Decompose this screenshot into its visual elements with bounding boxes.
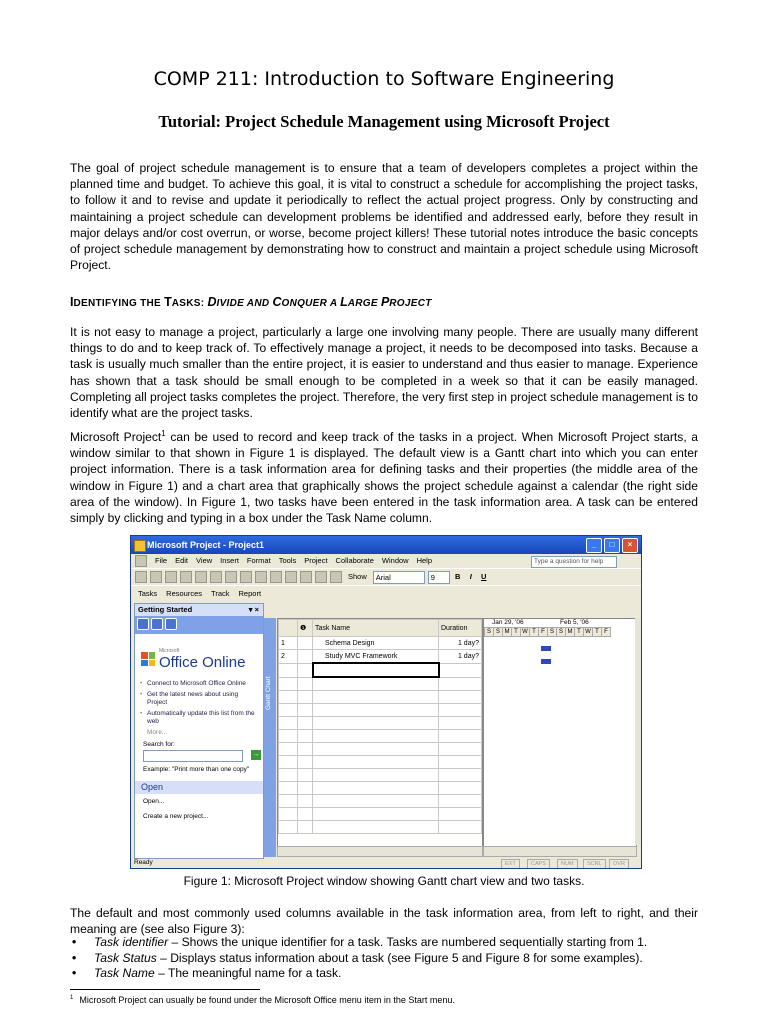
status-indicator: SCRL [583, 859, 606, 869]
search-input[interactable] [143, 750, 243, 762]
status-indicator: CAPS [527, 859, 550, 869]
table-row[interactable] [279, 769, 482, 782]
pane-close-icon[interactable]: ▾ × [248, 605, 259, 614]
copy-icon[interactable] [240, 571, 252, 583]
guide-resources[interactable]: Resources [166, 589, 203, 598]
msproject-paragraph: Microsoft Project$^1$ can be used to record and keep track of the tasks in a project. When Microsoft Project starts, a window similar to that shown in Figure 1 is displayed. The default view is a Gantt chart into which you can enter project information. There is a task information area for defining tasks and their properties (the middle area of the window in Figure 1) and a chart area that graphically shows the project schedule against a calendar (the right side area of the window). In Figure 1, two tasks have been entered in the task information area. A task can be entered simply by clicking and typing in a box under the Task Name column. [70, 428, 698, 526]
new-icon[interactable] [135, 571, 147, 583]
task-table [277, 618, 483, 847]
task-name[interactable]: Schema Design [313, 637, 439, 650]
gantt-chart-area [483, 618, 637, 847]
font-size-select[interactable]: 9 [428, 571, 450, 584]
menu-edit[interactable]: Edit [175, 556, 189, 565]
guide-track[interactable]: Track [211, 589, 230, 598]
menu-bar [131, 554, 641, 568]
status-indicator: EXT [501, 859, 520, 869]
project-app-icon [134, 540, 146, 552]
intro-paragraph: The goal of project schedule management is to ensure that a team of developers completes a project within the planned time and budget. To achieve this goal, it is vital to construct a schedule for accomplishing the project tasks, to follow it and to revise and update it periodically to reflect the actual project progress. Only by constructing and maintaining a project schedule can development problems be identified and addressed early, before they result in major delays and/or cost overrun, or worse, become project killers! These tutorial notes introduce the basic concepts of project schedule management by demonstrating how to construct and maintain a project schedule using Microsoft Project. [70, 161, 698, 273]
table-row[interactable] [279, 821, 482, 834]
menu-insert[interactable]: Insert [220, 556, 239, 565]
task-id: 1 [279, 637, 298, 650]
document-subtitle: Tutorial: Project Schedule Management using Microsoft Project [158, 112, 610, 131]
table-row[interactable] [279, 782, 482, 795]
pane-header: Getting Started ▾ × [135, 604, 263, 616]
table-row[interactable] [279, 730, 482, 743]
table-row[interactable] [279, 704, 482, 717]
unlink-icon[interactable] [300, 571, 312, 583]
underline-button[interactable]: U [481, 572, 487, 581]
close-icon[interactable]: × [622, 538, 638, 553]
help-search-input[interactable]: Type a question for help [531, 556, 617, 568]
undo-icon[interactable] [270, 571, 282, 583]
table-row[interactable] [279, 677, 482, 691]
menu-window[interactable]: Window [381, 556, 409, 565]
link-latest-news[interactable]: • Get the latest news about using Project [147, 691, 255, 708]
zoom-out-icon[interactable] [330, 571, 342, 583]
menu-file[interactable]: File [155, 556, 168, 565]
menu-collaborate[interactable]: Collaborate [335, 556, 374, 565]
window-titlebar [131, 536, 641, 554]
guide-tasks[interactable]: Tasks [138, 589, 158, 598]
menu-tools[interactable]: Tools [278, 556, 297, 565]
office-logo-icon [141, 652, 155, 666]
create-project-link[interactable]: Create a new project... [143, 813, 209, 820]
back-icon[interactable] [137, 618, 149, 630]
document-title: COMP 211: Introduction to Software Engineering [153, 68, 615, 90]
active-cell[interactable] [313, 663, 439, 677]
status-indicator: NUM [557, 859, 578, 869]
task-id: 2 [279, 650, 298, 664]
guide-report[interactable]: Report [238, 589, 262, 598]
pane-nav [135, 616, 263, 634]
table-row[interactable] [279, 663, 482, 677]
link-auto-update[interactable]: • Automatically update this list from the web [147, 710, 255, 727]
status-bar [131, 858, 642, 868]
tasks-paragraph: It is not easy to manage a project, particularly a large one involving many people. There are usually many different things to do and to keep track of. To effectively manage a project, it needs to be decomposed into tasks. Because a task is usually much smaller than the entire project, it is easier to understand and thus easier to manage. Experience has shown that a task should be small enough to be completed in a week so that it can be easily managed. Completing all project tasks completes the project. Therefore, the very first step in project schedule management is to identify what are the project tasks. [70, 325, 698, 421]
spelling-icon[interactable] [210, 571, 222, 583]
list-item: • Task Name – The meaningful name for a task. [70, 966, 698, 982]
section-heading: IDENTIFYING THE TASKS: DIVIDE AND CONQUER A LARGE PROJECT [70, 295, 432, 309]
figure-1-screenshot [130, 535, 642, 869]
open-icon[interactable] [150, 571, 162, 583]
list-item: • Task Status – Displays status information about a task (see Figure 5 and Figure 8 for some examples). [70, 951, 698, 967]
standard-toolbar [131, 568, 641, 585]
menu-format[interactable]: Format [246, 556, 271, 565]
window-title: Microsoft Project - Project1 [147, 540, 265, 550]
task-bar[interactable] [541, 646, 551, 651]
table-row[interactable] [279, 808, 482, 821]
preview-icon[interactable] [195, 571, 207, 583]
status-indicator: OVR [609, 859, 629, 869]
footnote: $^1$ Microsoft Project can usually be found under the Microsoft Office menu item in the Start menu. [70, 995, 455, 1005]
project-guide-toolbar [131, 585, 641, 602]
table-row[interactable] [279, 637, 482, 650]
link-connect-online[interactable]: • Connect to Microsoft Office Online [147, 680, 255, 689]
show-dropdown[interactable]: Show [348, 572, 367, 581]
week-label: Jan 29, '06 [492, 619, 524, 626]
paste-icon[interactable] [255, 571, 267, 583]
status-text: Ready [134, 859, 153, 866]
indicator-column-header: ❶ [298, 620, 313, 637]
open-link[interactable]: Open... [143, 798, 165, 805]
table-row[interactable] [279, 795, 482, 808]
task-duration[interactable]: 1 day? [439, 637, 482, 650]
maximize-icon[interactable]: □ [604, 538, 620, 553]
zoom-in-icon[interactable] [315, 571, 327, 583]
font-select[interactable]: Arial [373, 571, 425, 584]
save-icon[interactable] [165, 571, 177, 583]
table-row[interactable] [279, 691, 482, 704]
footnote-ref: 1 [161, 428, 166, 438]
search-label: Search for: [143, 741, 175, 748]
italic-button[interactable]: I [469, 572, 472, 581]
task-name[interactable]: Study MVC Framework [313, 650, 439, 664]
task-bar[interactable] [541, 659, 551, 664]
open-section-header: Open [135, 781, 263, 794]
gantt-chart-view-bar[interactable]: Gantt Chart [264, 618, 276, 857]
columns-paragraph: The default and most commonly used columns available in the task information area, from left to right, and their meaning are (see also Figure 3): [70, 906, 698, 937]
week-label: Feb 5, '06 [560, 619, 589, 626]
row-header [279, 620, 298, 637]
getting-started-pane [134, 603, 264, 859]
task-duration[interactable]: 1 day? [439, 650, 482, 664]
forward-icon[interactable] [151, 618, 163, 630]
link-icon[interactable] [285, 571, 297, 583]
column-list [70, 935, 698, 982]
table-row[interactable] [279, 650, 482, 664]
pane-links [135, 676, 263, 737]
search-example: Example: "Print more than one copy" [143, 766, 250, 773]
cut-icon[interactable] [225, 571, 237, 583]
home-icon[interactable] [165, 618, 177, 630]
task-name-column-header[interactable]: Task Name [313, 620, 439, 637]
table-row[interactable] [279, 756, 482, 769]
search-go-icon[interactable]: → [252, 751, 260, 758]
link-more[interactable]: More... [147, 728, 168, 736]
table-horizontal-scrollbar[interactable] [277, 846, 483, 857]
bold-button[interactable]: B [455, 572, 461, 581]
menu-help[interactable]: Help [416, 556, 433, 565]
print-icon[interactable] [180, 571, 192, 583]
table-row[interactable] [279, 743, 482, 756]
list-item: • Task identifier – Shows the unique identifier for a task. Tasks are numbered sequentially starting from 1. [70, 935, 698, 951]
duration-column-header[interactable]: Duration [439, 620, 482, 637]
office-online-logo: Microsoft Office Online [135, 634, 263, 676]
doc-icon [135, 555, 147, 567]
figure-caption: Figure 1: Microsoft Project window showing Gantt chart view and two tasks. [183, 874, 585, 888]
menu-view[interactable]: View [196, 556, 213, 565]
day-header: S S M T W T F S S M T W T F [484, 627, 610, 637]
minimize-icon[interactable]: _ [586, 538, 602, 553]
chart-horizontal-scrollbar[interactable] [483, 846, 637, 857]
footnote-rule [70, 989, 260, 990]
menu-project[interactable]: Project [304, 556, 328, 565]
vertical-scrollbar[interactable] [635, 618, 641, 845]
table-row[interactable] [279, 717, 482, 730]
